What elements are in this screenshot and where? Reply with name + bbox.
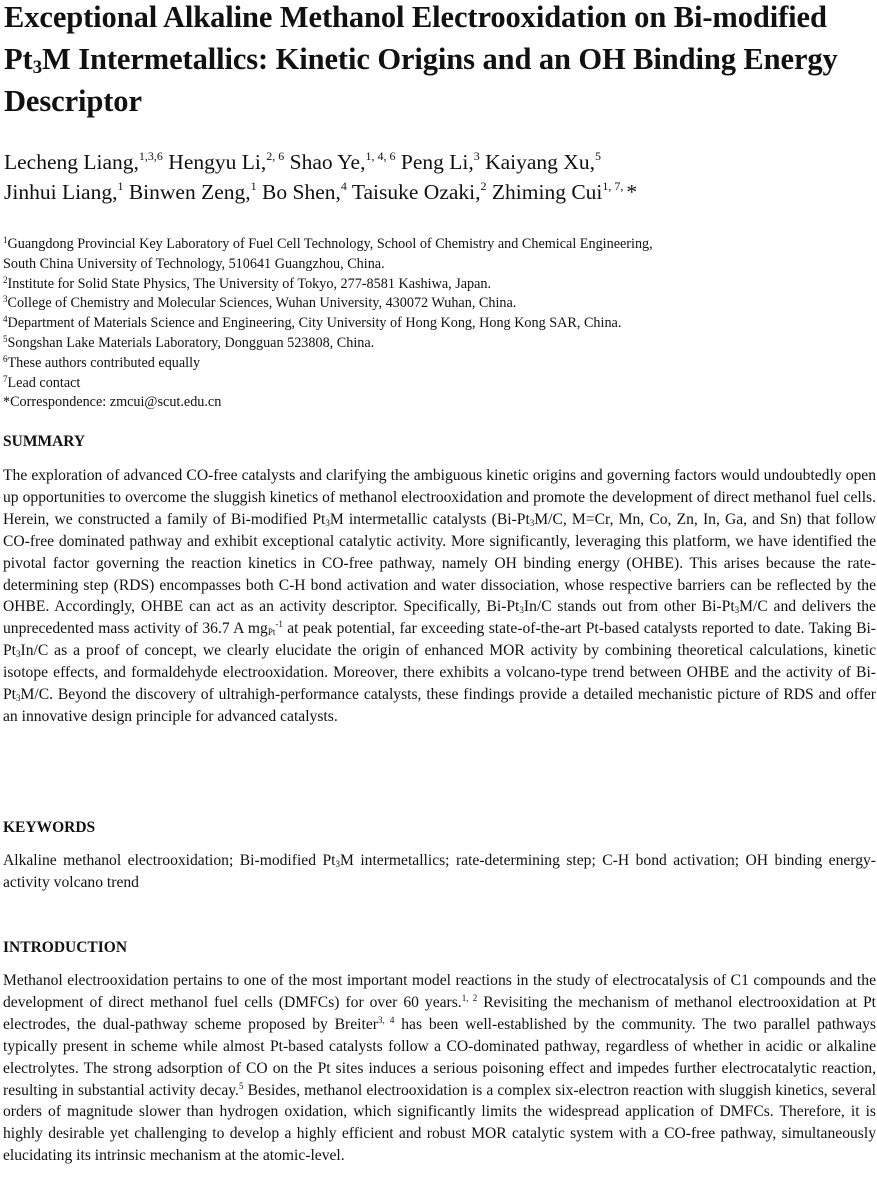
affiliation: $^6$These authors contributed equally <box>3 353 201 371</box>
author: Taisuke Ozaki,$^2$ <box>351 179 487 204</box>
keywords-paragraph: Alkaline methanol electrooxidation; Bi-modified $Pt_3M$ intermetallics; rate-determining step; C-H bond activation; OH binding energy-activity volcano trend <box>3 852 876 891</box>
affiliation: $^7$Lead contact <box>3 373 81 391</box>
introduction-paragraph: Methanol electrooxidation pertains to one of the most important model reactions in the study of electrocatalysis of C1 compounds and the development of direct methanol fuel cells (DMFCs) for over 60 years.$^{1, 2}$ Revisiting the mechanism of methanol electrooxidation at Pt electrodes, the dual-pathway scheme proposed by Breiter$^{3, 4}$ has been well-established by the community. The two parallel pathways typically present in scheme while almost Pt-based catalysts follow a CO-dominated pathway, regardless of whether in acidic or alkaline electrolytes. The strong adsorption of CO on the Pt sites induces a serious poisoning effect and impedes further electrocatalytic reaction, resulting in substantial activity decay.$^5$ Besides, methanol electrooxidation is a complex six-electron reaction with sluggish kinetics, several orders of magnitude slower than hydrogen oxidation, which significantly limits the widespread application of DMFCs. Therefore, it is highly desirable yet challenging to develop a highly efficient and robust MOR catalytic system with a CO-free pathway, simultaneously elucidating its intrinsic mechanism at the atomic-level. <box>3 972 876 1165</box>
affiliation: $^2$Institute for Solid State Physics, The University of Tokyo, 277-8581 Kashiwa, Japan. <box>3 274 492 292</box>
paper-title: Exceptional Alkaline Methanol Electrooxidation on Bi-modified Pt3M Intermetallics: Kinetic Origins and an OH Binding Energy Descriptor <box>4 0 838 118</box>
affiliation: South China University of Technology, 510641 Guangzhou, China. <box>3 255 385 272</box>
affiliation: $^4$Department of Materials Science and Engineering, City University of Hong Kong, Hong Kong SAR, China. <box>3 314 622 332</box>
affiliation: $^5$Songshan Lake Materials Laboratory, Dongguan 523808, China. <box>3 333 375 351</box>
summary-paragraph: The exploration of advanced CO-free catalysts and clarifying the ambiguous kinetic origins and governing factors would undoubtedly open up opportunities to overcome the sluggish kinetics of methanol electrooxidation and promote the development of direct methanol fuel cells. Herein, we constructed a family of Bi-modified $Pt_3M$ intermetallic catalysts ($Bi-Pt_3M/C$, M=Cr, Mn, Co, Zn, In, Ga, and Sn) that follow CO-free dominated pathway and exhibit exceptional catalytic activity. More significantly, leveraging this platform, we have identified the pivotal factor governing the reaction kinetics in CO-free pathway, namely OH binding energy (OHBE). This arises because the rate-determining step (RDS) encompasses both C-H bond activation and water dissociation, whose respective barriers can be reflected by the OHBE. Accordingly, OHBE can act as an activity descriptor. Specifically, $Bi-Pt_3In/C$ stands out from other $Bi-Pt_3M/C$ and delivers the unprecedented mass activity of 36.7 A $mg_{Pt}^{-1}$ at peak potential, far exceeding state-of-the-art Pt-based catalysts reported to date. Taking $Bi-Pt_3In/C$ as a proof of concept, we clearly elucidate the origin of enhanced MOR activity by combining theoretical calculations, kinetic isotope effects, and formaldehyde electrooxidation. Moreover, there exhibits a volcano-type trend between OHBE and the activity of $Bi-Pt_3M/C$. Beyond the discovery of ultrahigh-performance catalysts, these findings provide a detailed mechanistic picture of RDS and offer an innovative design principle for advanced catalysts. <box>3 467 876 725</box>
author: Hengyu Li,$^{2, 6}$ <box>168 149 285 174</box>
author: Bo Shen,$^4$ <box>262 179 347 204</box>
author-corresponding: Zhiming Cui$^{1, 7,}$ * <box>491 179 638 204</box>
author: Lecheng Liang,$^{1,3,6}$ <box>4 149 163 174</box>
author-list <box>4 147 876 207</box>
affiliation: $^1$Guangdong Provincial Key Laboratory of Fuel Cell Technology, School of Chemistry and Chemical Engineering, <box>3 235 653 252</box>
affiliations <box>3 235 875 413</box>
summary-heading: SUMMARY <box>3 433 86 450</box>
correspondence: *Correspondence: zmcui@scut.edu.cn <box>3 394 222 411</box>
author: Jinhui Liang,$^1$ <box>4 179 124 204</box>
author: Shao Ye,$^{1, 4, 6}$ <box>289 149 396 174</box>
author: Peng Li,$^3$ <box>400 149 480 174</box>
author: Binwen Zeng,$^1$ <box>128 179 257 204</box>
author: Kaiyang Xu,$^5$ <box>485 149 601 174</box>
introduction-heading: INTRODUCTION <box>3 939 128 956</box>
affiliation: $^3$College of Chemistry and Molecular Sciences, Wuhan University, 430072 Wuhan, China. <box>3 294 517 312</box>
keywords-heading: KEYWORDS <box>3 819 96 836</box>
